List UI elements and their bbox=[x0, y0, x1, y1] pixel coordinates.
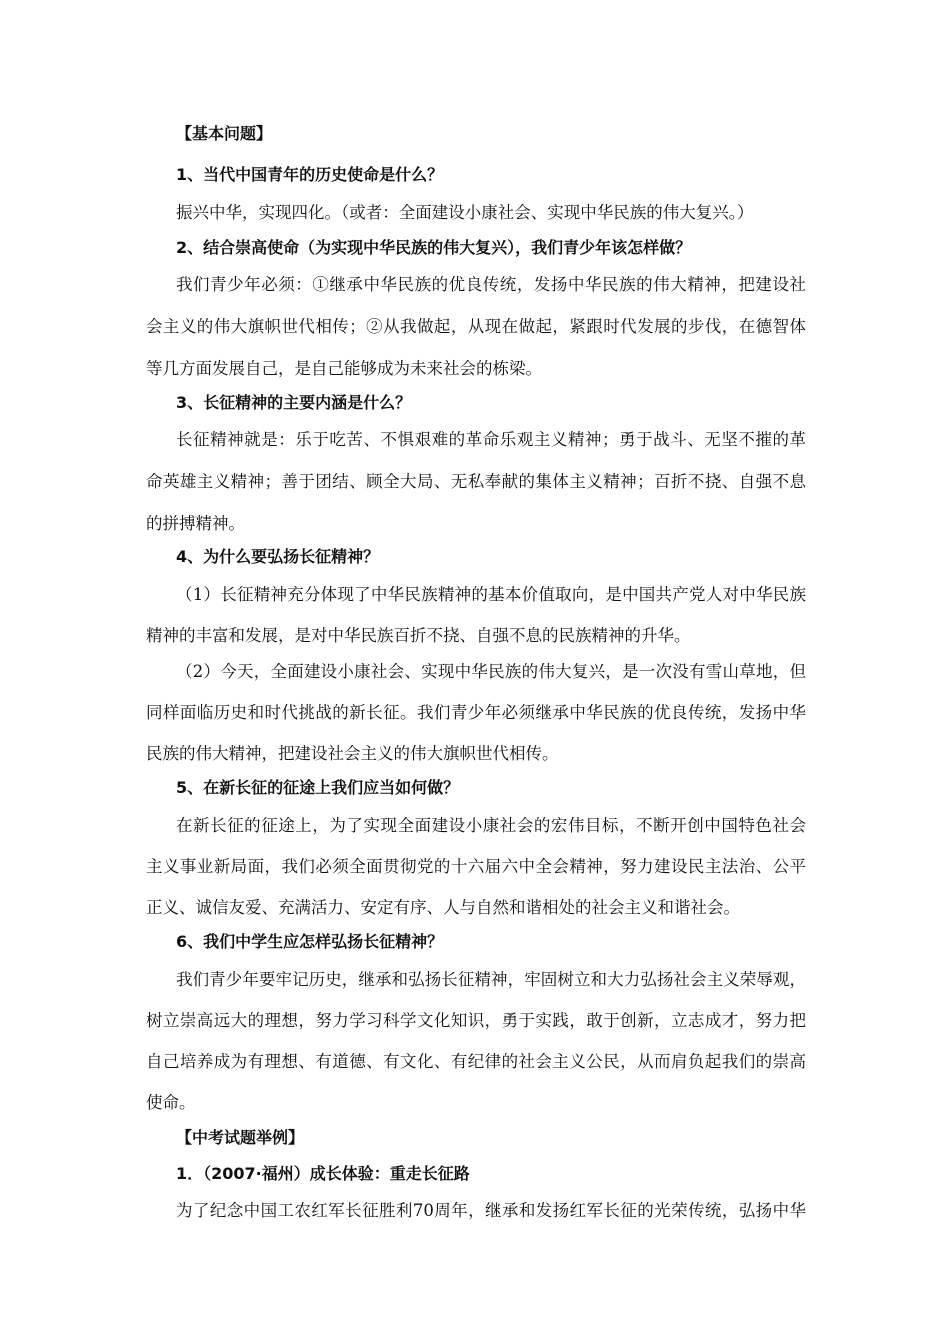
answer-2-line-3: 等几方面发展自己，是自己能够成为未来社会的栋梁。 bbox=[146, 359, 542, 378]
answer-5-line-2: 主义事业新局面，我们必须全面贯彻党的十六届六中全会精神，努力建设民主法治、公平 bbox=[146, 857, 806, 876]
answer-3-line-2: 命英雄主义精神；善于团结、顾全大局、无私奉献的集体主义精神；百折不挠、自强不息 bbox=[146, 472, 806, 491]
section-title-exam: 【中考试题举例】 bbox=[176, 1128, 305, 1147]
answer-6-line-1: 我们青少年要牢记历史，继承和弘扬长征精神，牢固树立和大力弘扬社会主义荣辱观， bbox=[176, 970, 806, 989]
exam-question-1-text-line-1: 为了纪念中国工农红军长征胜利70周年，继承和发扬红军长征的光荣传统，弘扬中华 bbox=[176, 1201, 806, 1220]
question-4: 4、为什么要弘扬长征精神？ bbox=[176, 547, 380, 566]
answer-4-line-5: 民族的伟大精神，把建设社会主义的伟大旗帜世代相传。 bbox=[146, 744, 559, 763]
answer-4-line-4: 同样面临历史和时代挑战的新长征。我们青少年必须继承中华民族的优良传统，发扬中华 bbox=[146, 703, 806, 722]
answer-4-line-1: （1）长征精神充分体现了中华民族精神的基本价值取向，是中国共产党人对中华民族 bbox=[176, 585, 806, 604]
answer-6-line-4: 使命。 bbox=[146, 1093, 196, 1112]
question-1: 1、当代中国青年的历史使命是什么？ bbox=[176, 165, 444, 184]
answer-6-line-2: 树立崇高远大的理想，努力学习科学文化知识，勇于实践，敢于创新，立志成才，努力把 bbox=[146, 1011, 806, 1030]
question-6: 6、我们中学生应怎样弘扬长征精神？ bbox=[176, 932, 444, 951]
question-3: 3、长征精神的主要内涵是什么？ bbox=[176, 393, 412, 412]
answer-2-line-1: 我们青少年必须：①继承中华民族的优良传统，发扬中华民族的伟大精神，把建设社 bbox=[176, 275, 806, 294]
answer-5-line-3: 正义、诚信友爱、充满活力、安定有序、人与自然和谐相处的社会主义和谐社会。 bbox=[146, 898, 740, 917]
question-2: 2、结合崇高使命（为实现中华民族的伟大复兴），我们青少年该怎样做？ bbox=[176, 238, 692, 257]
answer-2-line-2: 会主义的伟大旗帜世代相传；②从我做起，从现在做起，紧跟时代发展的步伐，在德智体 bbox=[146, 317, 806, 336]
exam-question-1-title: 1．（2007·福州）成长体验：重走长征路 bbox=[176, 1164, 470, 1183]
answer-3-line-1: 长征精神就是：乐于吃苦、不惧艰难的革命乐观主义精神；勇于战斗、无坚不摧的革 bbox=[176, 430, 806, 449]
answer-4-line-2: 精神的丰富和发展，是对中华民族百折不挠、自强不息的民族精神的升华。 bbox=[146, 626, 691, 645]
section-title-basic: 【基本问题】 bbox=[176, 124, 273, 143]
answer-3-line-3: 的拼搏精神。 bbox=[146, 514, 245, 533]
answer-6-line-3: 自己培养成为有理想、有道德、有文化、有纪律的社会主义公民，从而肩负起我们的崇高 bbox=[146, 1052, 806, 1071]
question-5: 5、在新长征的征途上我们应当如何做？ bbox=[176, 778, 460, 797]
answer-5-line-1: 在新长征的征途上，为了实现全面建设小康社会的宏伟目标，不断开创中国特色社会 bbox=[176, 816, 806, 835]
answer-4-line-3: （2）今天，全面建设小康社会、实现中华民族的伟大复兴，是一次没有雪山草地，但 bbox=[176, 662, 806, 681]
answer-1-line-1: 振兴中华，实现四化。（或者：全面建设小康社会、实现中华民族的伟大复兴。） bbox=[176, 203, 754, 222]
